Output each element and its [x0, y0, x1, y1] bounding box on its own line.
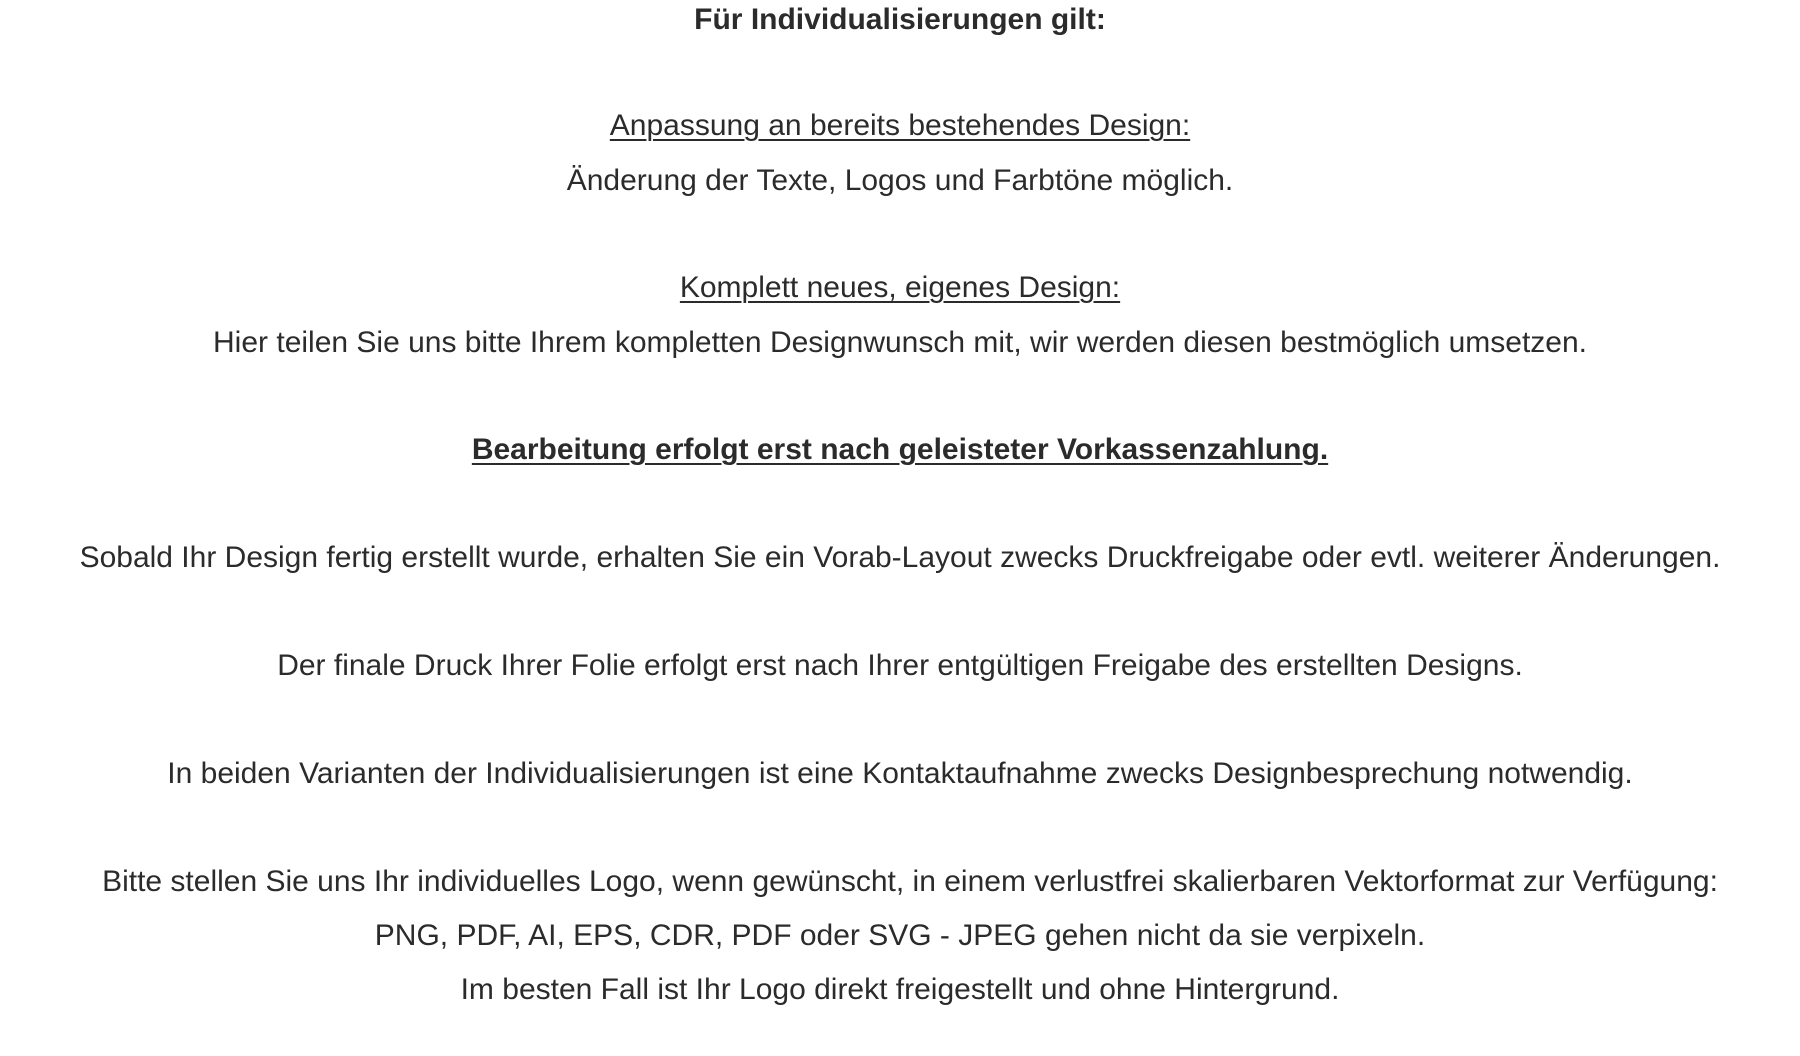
logo-requirement-line-2: PNG, PDF, AI, EPS, CDR, PDF oder SVG - JPEG gehen nicht da sie verpixeln.	[374, 919, 1426, 952]
page-heading: Für Individualisierungen gilt:	[694, 3, 1106, 36]
logo-requirement-line-1: Bitte stellen Sie uns Ihr individuelles Logo, wenn gewünscht, in einem verlustfrei skalierbaren Vektorformat zur Verfügung:	[102, 865, 1718, 898]
option-existing-title-text: Anpassung an bereits bestehendes Design:	[609, 109, 1191, 142]
option-existing-title	[0, 106, 1800, 146]
contact-notice: In beiden Varianten der Individualisierungen ist eine Kontaktaufnahme zwecks Designbesprechung notwendig.	[167, 757, 1633, 790]
option-new-title	[0, 268, 1800, 308]
option-new-description: Hier teilen Sie uns bitte Ihrem kompletten Designwunsch mit, wir werden diesen bestmöglich umsetzen.	[213, 326, 1587, 359]
option-new-title-text: Komplett neues, eigenes Design:	[679, 271, 1121, 304]
payment-notice	[0, 430, 1800, 470]
logo-requirement-line-3: Im besten Fall ist Ihr Logo direkt freigestellt und ohne Hintergrund.	[460, 973, 1340, 1006]
layout-notice: Sobald Ihr Design fertig erstellt wurde, erhalten Sie ein Vorab-Layout zwecks Druckfreigabe oder evtl. weiterer Änderungen.	[79, 541, 1721, 574]
print-notice: Der finale Druck Ihrer Folie erfolgt erst nach Ihrer entgültigen Freigabe des erstellten Designs.	[277, 649, 1523, 682]
option-existing-description: Änderung der Texte, Logos und Farbtöne möglich.	[566, 164, 1234, 197]
payment-notice-text: Bearbeitung erfolgt erst nach geleisteter Vorkassenzahlung.	[471, 433, 1329, 466]
